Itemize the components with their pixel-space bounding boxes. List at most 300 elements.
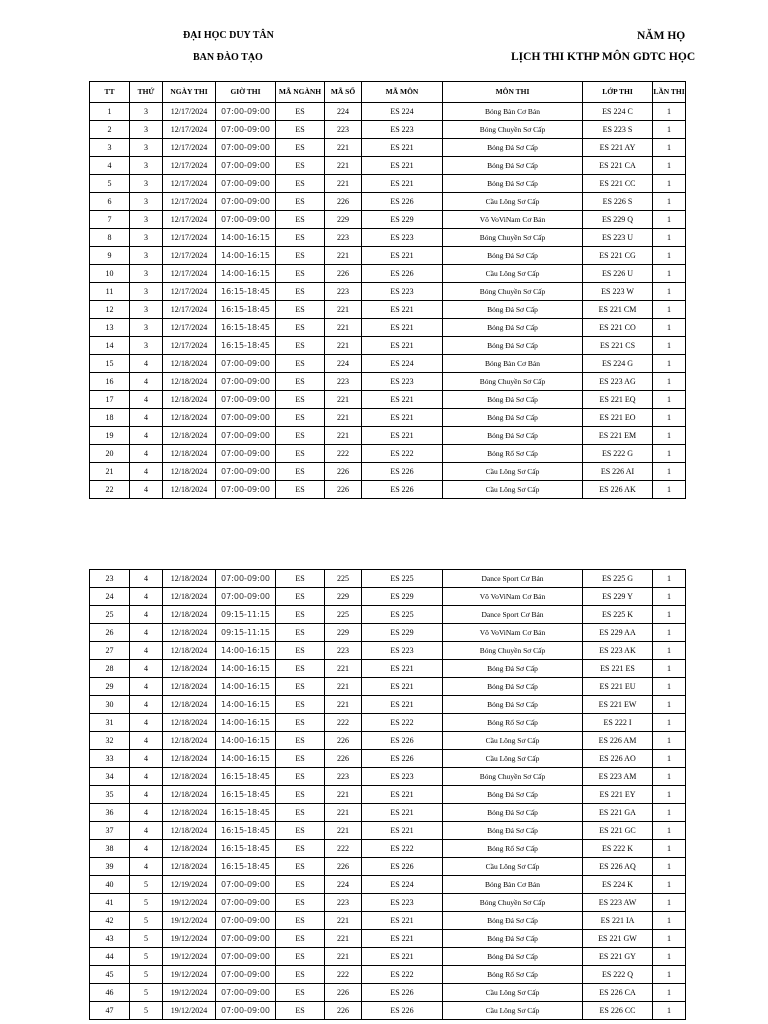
cell-ma-so: 224 (325, 355, 362, 373)
cell-tt: 36 (90, 804, 130, 822)
cell-ngay-thi: 12/17/2024 (163, 283, 216, 301)
cell-thu: 5 (130, 876, 163, 894)
cell-tt: 13 (90, 319, 130, 337)
cell-ma-mon: ES 223 (362, 283, 443, 301)
cell-ma-nganh: ES (276, 804, 325, 822)
cell-thu: 4 (130, 624, 163, 642)
cell-gio-thi: 14:00-16:15 (216, 732, 276, 750)
cell-lop-thi: ES 221 EU (583, 678, 653, 696)
cell-lop-thi: ES 226 AQ (583, 858, 653, 876)
cell-mon-thi: Cầu Lông Sơ Cấp (443, 858, 583, 876)
table-row (90, 570, 686, 588)
cell-ngay-thi: 12/18/2024 (163, 714, 216, 732)
cell-ma-mon: ES 222 (362, 445, 443, 463)
table-row (90, 696, 686, 714)
cell-tt: 33 (90, 750, 130, 768)
cell-tt: 1 (90, 103, 130, 121)
cell-tt: 14 (90, 337, 130, 355)
cell-lan-thi: 1 (653, 642, 686, 660)
cell-ngay-thi: 12/18/2024 (163, 570, 216, 588)
cell-tt: 3 (90, 139, 130, 157)
cell-tt: 20 (90, 445, 130, 463)
cell-ma-so: 221 (325, 139, 362, 157)
cell-tt: 47 (90, 1002, 130, 1020)
cell-gio-thi: 07:00-09:00 (216, 966, 276, 984)
cell-ngay-thi: 12/18/2024 (163, 624, 216, 642)
cell-ngay-thi: 12/18/2024 (163, 588, 216, 606)
cell-gio-thi: 07:00-09:00 (216, 445, 276, 463)
cell-mon-thi: Bóng Đá Sơ Cấp (443, 912, 583, 930)
cell-mon-thi: Bóng Đá Sơ Cấp (443, 930, 583, 948)
cell-ma-nganh: ES (276, 409, 325, 427)
cell-gio-thi: 07:00-09:00 (216, 121, 276, 139)
cell-ma-nganh: ES (276, 732, 325, 750)
cell-ma-so: 221 (325, 337, 362, 355)
cell-lop-thi: ES 223 AW (583, 894, 653, 912)
table-row (90, 1002, 686, 1020)
cell-tt: 10 (90, 265, 130, 283)
cell-ma-mon: ES 221 (362, 337, 443, 355)
cell-mon-thi: Cầu Lông Sơ Cấp (443, 265, 583, 283)
cell-tt: 16 (90, 373, 130, 391)
cell-lop-thi: ES 224 C (583, 103, 653, 121)
table-row (90, 409, 686, 427)
cell-ngay-thi: 12/18/2024 (163, 678, 216, 696)
cell-gio-thi: 07:00-09:00 (216, 894, 276, 912)
cell-ma-so: 229 (325, 588, 362, 606)
cell-ngay-thi: 12/17/2024 (163, 301, 216, 319)
cell-ngay-thi: 12/17/2024 (163, 157, 216, 175)
cell-lop-thi: ES 221 CA (583, 157, 653, 175)
cell-lan-thi: 1 (653, 804, 686, 822)
cell-tt: 25 (90, 606, 130, 624)
cell-lan-thi: 1 (653, 714, 686, 732)
cell-thu: 5 (130, 966, 163, 984)
cell-lop-thi: ES 229 Y (583, 588, 653, 606)
cell-ma-mon: ES 226 (362, 858, 443, 876)
cell-tt: 5 (90, 175, 130, 193)
cell-gio-thi: 07:00-09:00 (216, 355, 276, 373)
cell-mon-thi: Cầu Lông Sơ Cấp (443, 481, 583, 499)
cell-ma-mon: ES 221 (362, 930, 443, 948)
cell-gio-thi: 14:00-16:15 (216, 750, 276, 768)
cell-lop-thi: ES 221 CM (583, 301, 653, 319)
cell-lop-thi: ES 223 AG (583, 373, 653, 391)
cell-lop-thi: ES 226 AO (583, 750, 653, 768)
cell-ma-so: 226 (325, 750, 362, 768)
cell-tt: 4 (90, 157, 130, 175)
cell-lan-thi: 1 (653, 930, 686, 948)
cell-ma-so: 221 (325, 157, 362, 175)
table-row (90, 714, 686, 732)
cell-lan-thi: 1 (653, 570, 686, 588)
cell-thu: 4 (130, 355, 163, 373)
cell-ma-nganh: ES (276, 229, 325, 247)
cell-thu: 3 (130, 229, 163, 247)
cell-gio-thi: 14:00-16:15 (216, 696, 276, 714)
cell-ma-nganh: ES (276, 337, 325, 355)
cell-tt: 39 (90, 858, 130, 876)
cell-ma-mon: ES 221 (362, 247, 443, 265)
cell-lop-thi: ES 221 IA (583, 912, 653, 930)
cell-lan-thi: 1 (653, 139, 686, 157)
table-row (90, 247, 686, 265)
cell-ngay-thi: 12/18/2024 (163, 427, 216, 445)
cell-ma-nganh: ES (276, 265, 325, 283)
cell-lop-thi: ES 221 GC (583, 822, 653, 840)
cell-ma-mon: ES 221 (362, 427, 443, 445)
cell-gio-thi: 16:15-18:45 (216, 283, 276, 301)
cell-ma-mon: ES 221 (362, 175, 443, 193)
cell-ma-so: 223 (325, 894, 362, 912)
cell-lop-thi: ES 221 EO (583, 409, 653, 427)
cell-lan-thi: 1 (653, 247, 686, 265)
cell-ma-nganh: ES (276, 948, 325, 966)
cell-mon-thi: Bóng Đá Sơ Cấp (443, 337, 583, 355)
cell-ma-nganh: ES (276, 1002, 325, 1020)
cell-gio-thi: 07:00-09:00 (216, 103, 276, 121)
cell-thu: 3 (130, 337, 163, 355)
cell-ma-so: 223 (325, 229, 362, 247)
cell-ma-nganh: ES (276, 103, 325, 121)
cell-ma-so: 226 (325, 732, 362, 750)
cell-ngay-thi: 19/12/2024 (163, 894, 216, 912)
col-header-tt: TT (90, 82, 130, 103)
table-row (90, 319, 686, 337)
cell-lan-thi: 1 (653, 912, 686, 930)
cell-gio-thi: 14:00-16:15 (216, 247, 276, 265)
cell-ma-so: 221 (325, 391, 362, 409)
cell-ma-so: 226 (325, 1002, 362, 1020)
cell-thu: 4 (130, 732, 163, 750)
cell-mon-thi: Bóng Đá Sơ Cấp (443, 804, 583, 822)
cell-ma-mon: ES 221 (362, 391, 443, 409)
cell-ma-mon: ES 226 (362, 463, 443, 481)
cell-tt: 35 (90, 786, 130, 804)
cell-gio-thi: 09:15-11:15 (216, 624, 276, 642)
cell-ma-nganh: ES (276, 391, 325, 409)
cell-ngay-thi: 12/18/2024 (163, 606, 216, 624)
cell-ma-mon: ES 221 (362, 912, 443, 930)
cell-ma-so: 226 (325, 481, 362, 499)
cell-gio-thi: 07:00-09:00 (216, 427, 276, 445)
cell-ma-mon: ES 221 (362, 678, 443, 696)
cell-ma-mon: ES 221 (362, 157, 443, 175)
cell-ma-mon: ES 226 (362, 481, 443, 499)
cell-ngay-thi: 12/18/2024 (163, 463, 216, 481)
cell-ma-nganh: ES (276, 427, 325, 445)
table-row (90, 606, 686, 624)
cell-tt: 15 (90, 355, 130, 373)
cell-ngay-thi: 12/18/2024 (163, 373, 216, 391)
table-row (90, 984, 686, 1002)
cell-ma-mon: ES 221 (362, 660, 443, 678)
cell-lop-thi: ES 221 EQ (583, 391, 653, 409)
cell-ma-nganh: ES (276, 157, 325, 175)
cell-lop-thi: ES 229 Q (583, 211, 653, 229)
col-header-lop-thi: LỚP THI (583, 82, 653, 103)
cell-lop-thi: ES 221 GW (583, 930, 653, 948)
cell-ma-so: 221 (325, 175, 362, 193)
cell-thu: 3 (130, 103, 163, 121)
cell-mon-thi: Bóng Chuyền Sơ Cấp (443, 229, 583, 247)
table-row (90, 265, 686, 283)
cell-gio-thi: 16:15-18:45 (216, 840, 276, 858)
cell-ma-mon: ES 229 (362, 624, 443, 642)
table-row (90, 768, 686, 786)
table-row (90, 481, 686, 499)
cell-tt: 31 (90, 714, 130, 732)
cell-tt: 29 (90, 678, 130, 696)
cell-ma-nganh: ES (276, 822, 325, 840)
table-row (90, 678, 686, 696)
table-row (90, 193, 686, 211)
cell-ngay-thi: 19/12/2024 (163, 1002, 216, 1020)
exam-schedule-table-page1 (89, 81, 686, 499)
cell-tt: 40 (90, 876, 130, 894)
cell-lan-thi: 1 (653, 588, 686, 606)
cell-ma-so: 221 (325, 912, 362, 930)
cell-ma-so: 225 (325, 606, 362, 624)
cell-tt: 21 (90, 463, 130, 481)
cell-mon-thi: Bóng Chuyền Sơ Cấp (443, 373, 583, 391)
cell-ngay-thi: 12/18/2024 (163, 786, 216, 804)
cell-lan-thi: 1 (653, 750, 686, 768)
cell-thu: 5 (130, 1002, 163, 1020)
cell-ngay-thi: 12/17/2024 (163, 229, 216, 247)
cell-ngay-thi: 12/18/2024 (163, 391, 216, 409)
cell-ngay-thi: 12/17/2024 (163, 193, 216, 211)
table-row (90, 624, 686, 642)
cell-tt: 34 (90, 768, 130, 786)
table-row (90, 588, 686, 606)
cell-ma-nganh: ES (276, 876, 325, 894)
table-row (90, 750, 686, 768)
department-name: BAN ĐÀO TẠO (193, 52, 263, 63)
cell-ngay-thi: 12/18/2024 (163, 768, 216, 786)
cell-lop-thi: ES 222 G (583, 445, 653, 463)
cell-ngay-thi: 12/17/2024 (163, 139, 216, 157)
cell-lan-thi: 1 (653, 103, 686, 121)
cell-ma-nganh: ES (276, 445, 325, 463)
cell-mon-thi: Bóng Rổ Sơ Cấp (443, 840, 583, 858)
cell-ma-nganh: ES (276, 193, 325, 211)
cell-ngay-thi: 12/18/2024 (163, 750, 216, 768)
cell-ma-so: 222 (325, 714, 362, 732)
cell-lop-thi: ES 226 AK (583, 481, 653, 499)
cell-ma-nganh: ES (276, 714, 325, 732)
cell-ma-mon: ES 224 (362, 103, 443, 121)
cell-thu: 4 (130, 391, 163, 409)
col-header-lan-thi: LẦN THI (653, 82, 686, 103)
table-row (90, 786, 686, 804)
document-title: LỊCH THI KTHP MÔN GDTC HỌC (511, 51, 696, 63)
col-header-thu: THỨ (130, 82, 163, 103)
cell-mon-thi: Bóng Đá Sơ Cấp (443, 175, 583, 193)
cell-ngay-thi: 12/18/2024 (163, 660, 216, 678)
cell-lop-thi: ES 226 CC (583, 1002, 653, 1020)
cell-lan-thi: 1 (653, 157, 686, 175)
cell-ngay-thi: 12/18/2024 (163, 858, 216, 876)
cell-thu: 4 (130, 858, 163, 876)
cell-ma-mon: ES 221 (362, 696, 443, 714)
cell-mon-thi: Bóng Đá Sơ Cấp (443, 696, 583, 714)
cell-ngay-thi: 19/12/2024 (163, 966, 216, 984)
cell-gio-thi: 07:00-09:00 (216, 157, 276, 175)
cell-lan-thi: 1 (653, 822, 686, 840)
cell-mon-thi: Bóng Bàn Cơ Bản (443, 103, 583, 121)
cell-thu: 4 (130, 642, 163, 660)
cell-thu: 4 (130, 445, 163, 463)
table-row (90, 732, 686, 750)
cell-tt: 23 (90, 570, 130, 588)
cell-gio-thi: 07:00-09:00 (216, 463, 276, 481)
table-row (90, 301, 686, 319)
cell-ngay-thi: 12/18/2024 (163, 642, 216, 660)
cell-mon-thi: Bóng Rổ Sơ Cấp (443, 445, 583, 463)
cell-ma-so: 224 (325, 103, 362, 121)
table-row (90, 157, 686, 175)
cell-ngay-thi: 12/18/2024 (163, 696, 216, 714)
cell-mon-thi: Bóng Đá Sơ Cấp (443, 409, 583, 427)
cell-ma-mon: ES 226 (362, 732, 443, 750)
exam-schedule-table-page2 (89, 569, 686, 1020)
cell-lan-thi: 1 (653, 337, 686, 355)
cell-ma-so: 223 (325, 373, 362, 391)
cell-ma-nganh: ES (276, 355, 325, 373)
cell-mon-thi: Cầu Lông Sơ Cấp (443, 1002, 583, 1020)
cell-lop-thi: ES 226 U (583, 265, 653, 283)
cell-ngay-thi: 12/17/2024 (163, 319, 216, 337)
cell-mon-thi: Bóng Rổ Sơ Cấp (443, 966, 583, 984)
cell-thu: 4 (130, 606, 163, 624)
cell-ma-mon: ES 223 (362, 894, 443, 912)
cell-tt: 30 (90, 696, 130, 714)
cell-ngay-thi: 12/18/2024 (163, 840, 216, 858)
table-row (90, 391, 686, 409)
table-row (90, 912, 686, 930)
cell-ma-mon: ES 226 (362, 750, 443, 768)
cell-lan-thi: 1 (653, 660, 686, 678)
cell-ma-mon: ES 221 (362, 804, 443, 822)
cell-thu: 5 (130, 930, 163, 948)
cell-gio-thi: 16:15-18:45 (216, 822, 276, 840)
cell-tt: 6 (90, 193, 130, 211)
cell-lan-thi: 1 (653, 175, 686, 193)
cell-lop-thi: ES 223 S (583, 121, 653, 139)
cell-tt: 43 (90, 930, 130, 948)
cell-ma-mon: ES 221 (362, 301, 443, 319)
cell-ma-nganh: ES (276, 786, 325, 804)
cell-ngay-thi: 12/17/2024 (163, 337, 216, 355)
cell-gio-thi: 14:00-16:15 (216, 714, 276, 732)
cell-ma-mon: ES 223 (362, 642, 443, 660)
cell-thu: 3 (130, 265, 163, 283)
cell-ma-nganh: ES (276, 678, 325, 696)
col-header-ma-nganh: MÃ NGÀNH (276, 82, 325, 103)
cell-lan-thi: 1 (653, 427, 686, 445)
col-header-ngay-thi: NGÀY THI (163, 82, 216, 103)
cell-ma-mon: ES 221 (362, 948, 443, 966)
school-year-label: NĂM HỌ (637, 30, 686, 42)
cell-ma-nganh: ES (276, 175, 325, 193)
cell-thu: 4 (130, 588, 163, 606)
cell-lop-thi: ES 222 K (583, 840, 653, 858)
cell-tt: 44 (90, 948, 130, 966)
cell-ma-mon: ES 224 (362, 355, 443, 373)
cell-mon-thi: Dance Sport Cơ Bản (443, 570, 583, 588)
cell-lan-thi: 1 (653, 786, 686, 804)
cell-thu: 4 (130, 768, 163, 786)
cell-thu: 4 (130, 660, 163, 678)
cell-ma-mon: ES 225 (362, 606, 443, 624)
cell-tt: 38 (90, 840, 130, 858)
cell-ma-mon: ES 224 (362, 876, 443, 894)
cell-lop-thi: ES 226 S (583, 193, 653, 211)
cell-tt: 9 (90, 247, 130, 265)
table-row (90, 373, 686, 391)
cell-gio-thi: 14:00-16:15 (216, 678, 276, 696)
cell-ngay-thi: 12/19/2024 (163, 876, 216, 894)
col-header-mon-thi: MÔN THI (443, 82, 583, 103)
cell-gio-thi: 14:00-16:15 (216, 229, 276, 247)
cell-lan-thi: 1 (653, 678, 686, 696)
cell-ma-nganh: ES (276, 966, 325, 984)
cell-ma-nganh: ES (276, 660, 325, 678)
cell-ma-nganh: ES (276, 912, 325, 930)
cell-thu: 3 (130, 319, 163, 337)
cell-gio-thi: 07:00-09:00 (216, 948, 276, 966)
cell-lop-thi: ES 221 CS (583, 337, 653, 355)
cell-tt: 2 (90, 121, 130, 139)
cell-thu: 4 (130, 786, 163, 804)
cell-ma-nganh: ES (276, 750, 325, 768)
cell-thu: 3 (130, 121, 163, 139)
cell-gio-thi: 16:15-18:45 (216, 768, 276, 786)
cell-lan-thi: 1 (653, 876, 686, 894)
cell-ma-nganh: ES (276, 211, 325, 229)
table-header-row (90, 82, 686, 103)
table-row (90, 840, 686, 858)
cell-lop-thi: ES 221 GA (583, 804, 653, 822)
cell-lan-thi: 1 (653, 624, 686, 642)
cell-lop-thi: ES 221 CG (583, 247, 653, 265)
cell-mon-thi: Bóng Đá Sơ Cấp (443, 139, 583, 157)
cell-ma-mon: ES 221 (362, 409, 443, 427)
cell-ma-nganh: ES (276, 858, 325, 876)
cell-gio-thi: 07:00-09:00 (216, 570, 276, 588)
cell-lan-thi: 1 (653, 768, 686, 786)
cell-gio-thi: 09:15-11:15 (216, 606, 276, 624)
cell-thu: 4 (130, 373, 163, 391)
cell-ma-mon: ES 226 (362, 984, 443, 1002)
table-row (90, 175, 686, 193)
cell-lan-thi: 1 (653, 732, 686, 750)
cell-mon-thi: Cầu Lông Sơ Cấp (443, 984, 583, 1002)
cell-thu: 4 (130, 822, 163, 840)
cell-gio-thi: 16:15-18:45 (216, 858, 276, 876)
cell-ma-so: 221 (325, 930, 362, 948)
cell-mon-thi: Cầu Lông Sơ Cấp (443, 193, 583, 211)
cell-ma-mon: ES 223 (362, 768, 443, 786)
cell-tt: 17 (90, 391, 130, 409)
cell-lan-thi: 1 (653, 696, 686, 714)
cell-ma-nganh: ES (276, 139, 325, 157)
cell-tt: 41 (90, 894, 130, 912)
cell-ma-so: 229 (325, 211, 362, 229)
cell-ma-mon: ES 221 (362, 139, 443, 157)
cell-lop-thi: ES 226 AM (583, 732, 653, 750)
